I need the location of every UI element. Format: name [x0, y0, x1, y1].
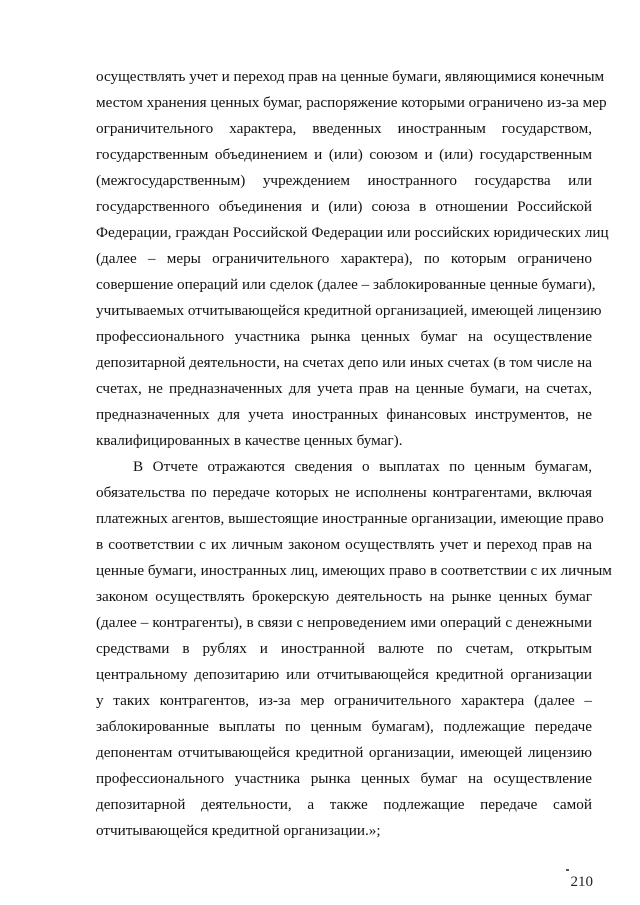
paragraph-1-line-5: (межгосударственным) учреждением иностранного государства или — [96, 172, 592, 189]
paragraph-2-line-4: в соответствии с их личным законом осуществлять учет и переход прав на — [96, 536, 592, 553]
paragraph-2-line-6: законом осуществлять брокерскую деятельность на рынке ценных бумаг — [96, 588, 592, 605]
paragraph-2-line-10: у таких контрагентов, из-за мер ограничительного характера (далее – — [96, 692, 592, 709]
paragraph-1-line-3: ограничительного характера, введенных иностранным государством, — [96, 120, 592, 137]
page-number: 210 — [570, 874, 593, 890]
paragraph-2-line-13: профессионального участника рынка ценных бумаг на осуществление — [96, 770, 592, 787]
paragraph-1-line-14: предназначенных для учета иностранных финансовых инструментов, не — [96, 406, 592, 423]
paragraph-2-line-12: депонентам отчитывающейся кредитной организации, имеющей лицензию — [96, 744, 592, 761]
paragraph-2-line-3: платежных агентов, вышестоящие иностранные организации, имеющие право — [96, 510, 604, 527]
paragraph-1-line-6: государственного объединения и (или) союза в отношении Российской — [96, 198, 592, 215]
paragraph-2-line-7: (далее – контрагенты), в связи с непроведением ими операций с денежными — [96, 614, 592, 631]
paragraph-2-line-15: отчитывающейся кредитной организации.»; — [96, 822, 381, 839]
scan-speck — [566, 869, 569, 871]
paragraph-1-line-11: профессионального участника рынка ценных бумаг на осуществление — [96, 328, 592, 345]
paragraph-1-line-8: (далее – меры ограничительного характера), по которым ограничено — [96, 250, 592, 267]
paragraph-1-line-13: счетах, не предназначенных для учета прав на ценные бумаги, на счетах, — [96, 380, 592, 397]
paragraph-1-line-2: местом хранения ценных бумаг, распоряжение которыми ограничено из-за мер — [96, 94, 607, 111]
paragraph-1-line-1: осуществлять учет и переход прав на ценные бумаги, являющимися конечным — [96, 68, 605, 85]
paragraph-1-line-7: Федерации, граждан Российской Федерации или российских юридических лиц — [96, 224, 609, 241]
paragraph-1-line-12: депозитарной деятельности, на счетах депо или иных счетах (в том числе на — [96, 354, 592, 371]
paragraph-1-line-4: государственным объединением и (или) союзом и (или) государственным — [96, 146, 592, 163]
paragraph-1-line-9: совершение операций или сделок (далее – заблокированные ценные бумаги), — [96, 276, 596, 293]
paragraph-2-line-1: В Отчете отражаются сведения о выплатах по ценным бумагам, — [133, 458, 592, 475]
paragraph-2-line-14: депозитарной деятельности, а также подлежащие передаче самой — [96, 796, 592, 813]
paragraph-2-line-5: ценные бумаги, иностранных лиц, имеющих право в соответствии с их личным — [96, 562, 612, 579]
paragraph-1-line-15: квалифицированных в качестве ценных бумаг). — [96, 432, 403, 449]
paragraph-2-line-11: заблокированные выплаты по ценным бумагам), подлежащие передаче — [96, 718, 592, 735]
paragraph-2-line-8: средствами в рублях и иностранной валюте по счетам, открытым — [96, 640, 592, 657]
paragraph-2-line-9: центральному депозитарию или отчитывающейся кредитной организации — [96, 666, 592, 683]
paragraph-2-line-2: обязательства по передаче которых не исполнены контрагентами, включая — [96, 484, 592, 501]
paragraph-1-line-10: учитываемых отчитывающейся кредитной организацией, имеющей лицензию — [96, 302, 602, 319]
